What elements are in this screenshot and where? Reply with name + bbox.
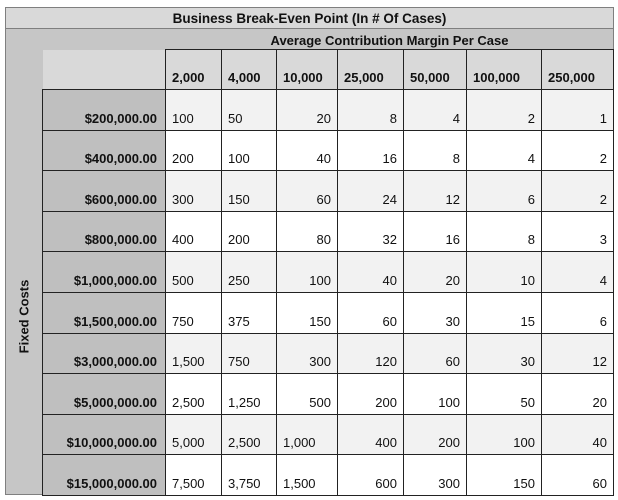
column-header[interactable]: 100,000 [467, 50, 542, 90]
table-cell[interactable]: 1,000 [277, 414, 338, 455]
table-cell[interactable]: 50 [467, 374, 542, 415]
table-cell[interactable]: 40 [277, 130, 338, 171]
table-cell[interactable]: 2 [542, 130, 614, 171]
table-cell[interactable]: 5,000 [166, 414, 222, 455]
table-cell[interactable]: 300 [404, 455, 467, 496]
table-cell[interactable]: 20 [404, 252, 467, 293]
column-header[interactable]: 10,000 [277, 50, 338, 90]
table-cell[interactable]: 4 [467, 130, 542, 171]
row-header-fixed-cost[interactable]: $200,000.00 [43, 90, 166, 131]
table-cell[interactable]: 100 [404, 374, 467, 415]
table-row [43, 292, 614, 333]
table-cell[interactable]: 7,500 [166, 455, 222, 496]
table-cell[interactable]: 100 [467, 414, 542, 455]
table-cell[interactable]: 1,500 [277, 455, 338, 496]
table-cell[interactable]: 50 [222, 90, 277, 131]
column-header[interactable]: 50,000 [404, 50, 467, 90]
table-cell[interactable]: 8 [404, 130, 467, 171]
table-cell[interactable]: 10 [467, 252, 542, 293]
table-row [43, 333, 614, 374]
row-header-fixed-cost[interactable]: $10,000,000.00 [43, 414, 166, 455]
table-cell[interactable]: 60 [277, 171, 338, 212]
table-row [43, 90, 614, 131]
table-cell[interactable]: 6 [542, 292, 614, 333]
table-row [43, 455, 614, 496]
table-cell[interactable]: 750 [222, 333, 277, 374]
table-cell[interactable]: 300 [166, 171, 222, 212]
table-cell[interactable]: 60 [338, 292, 404, 333]
table-cell[interactable]: 60 [404, 333, 467, 374]
header-row [43, 50, 614, 90]
table-cell[interactable]: 500 [277, 374, 338, 415]
table-cell[interactable]: 30 [404, 292, 467, 333]
table-cell[interactable]: 100 [222, 130, 277, 171]
table-cell[interactable]: 2,500 [222, 414, 277, 455]
table-cell[interactable]: 1,500 [166, 333, 222, 374]
row-header-fixed-cost[interactable]: $800,000.00 [43, 211, 166, 252]
row-header-fixed-cost[interactable]: $600,000.00 [43, 171, 166, 212]
table-cell[interactable]: 40 [338, 252, 404, 293]
corner-cell [43, 50, 166, 90]
table-cell[interactable]: 300 [277, 333, 338, 374]
table-cell[interactable]: 12 [404, 171, 467, 212]
table-cell[interactable]: 3,750 [222, 455, 277, 496]
table-row [43, 211, 614, 252]
table-cell[interactable]: 375 [222, 292, 277, 333]
table-cell[interactable]: 20 [277, 90, 338, 131]
table-cell[interactable]: 15 [467, 292, 542, 333]
column-header[interactable]: 2,000 [166, 50, 222, 90]
table-cell[interactable]: 16 [404, 211, 467, 252]
table-cell[interactable]: 30 [467, 333, 542, 374]
table-cell[interactable]: 2 [467, 90, 542, 131]
table-cell[interactable]: 2,500 [166, 374, 222, 415]
table-cell[interactable]: 60 [542, 455, 614, 496]
table-row [43, 252, 614, 293]
table-cell[interactable]: 32 [338, 211, 404, 252]
table-cell[interactable]: 8 [467, 211, 542, 252]
table-row [43, 414, 614, 455]
row-axis-label: Fixed Costs [16, 279, 32, 353]
row-header-fixed-cost[interactable]: $3,000,000.00 [43, 333, 166, 374]
table-cell[interactable]: 500 [166, 252, 222, 293]
table-cell[interactable]: 1 [542, 90, 614, 131]
table-cell[interactable]: 120 [338, 333, 404, 374]
table-cell[interactable]: 150 [222, 171, 277, 212]
break-even-table [42, 49, 614, 496]
row-header-fixed-cost[interactable]: $5,000,000.00 [43, 374, 166, 415]
table-cell[interactable]: 2 [542, 171, 614, 212]
table-cell[interactable]: 8 [338, 90, 404, 131]
table-cell[interactable]: 250 [222, 252, 277, 293]
column-group-header[interactable]: Average Contribution Margin Per Case [270, 32, 509, 48]
table-row [43, 374, 614, 415]
table-cell[interactable]: 200 [166, 130, 222, 171]
table-cell[interactable]: 750 [166, 292, 222, 333]
table-cell[interactable]: 400 [166, 211, 222, 252]
table-cell[interactable]: 100 [166, 90, 222, 131]
table-cell[interactable]: 150 [277, 292, 338, 333]
table-title[interactable]: Business Break-Even Point (In # Of Cases) [5, 7, 614, 29]
table-cell[interactable]: 40 [542, 414, 614, 455]
table-cell[interactable]: 6 [467, 171, 542, 212]
table-cell[interactable]: 600 [338, 455, 404, 496]
table-cell[interactable]: 150 [467, 455, 542, 496]
table-cell[interactable]: 12 [542, 333, 614, 374]
table-cell[interactable]: 200 [338, 374, 404, 415]
column-header[interactable]: 4,000 [222, 50, 277, 90]
table-cell[interactable]: 400 [338, 414, 404, 455]
table-cell[interactable]: 16 [338, 130, 404, 171]
table-cell[interactable]: 80 [277, 211, 338, 252]
row-group-header[interactable] [9, 256, 39, 376]
table-cell[interactable]: 24 [338, 171, 404, 212]
table-row [43, 171, 614, 212]
table-cell[interactable]: 100 [277, 252, 338, 293]
table-cell[interactable]: 200 [222, 211, 277, 252]
column-header[interactable]: 25,000 [338, 50, 404, 90]
table-cell[interactable]: 1,250 [222, 374, 277, 415]
table-cell[interactable]: 3 [542, 211, 614, 252]
row-header-fixed-cost[interactable]: $15,000,000.00 [43, 455, 166, 496]
row-header-fixed-cost[interactable]: $1,000,000.00 [43, 252, 166, 293]
table-cell[interactable]: 20 [542, 374, 614, 415]
table-cell[interactable]: 4 [542, 252, 614, 293]
table-row [43, 130, 614, 171]
table-cell[interactable]: 200 [404, 414, 467, 455]
row-header-fixed-cost[interactable]: $400,000.00 [43, 130, 166, 171]
row-header-fixed-cost[interactable]: $1,500,000.00 [43, 292, 166, 333]
column-header[interactable]: 250,000 [542, 50, 614, 90]
table-cell[interactable]: 4 [404, 90, 467, 131]
